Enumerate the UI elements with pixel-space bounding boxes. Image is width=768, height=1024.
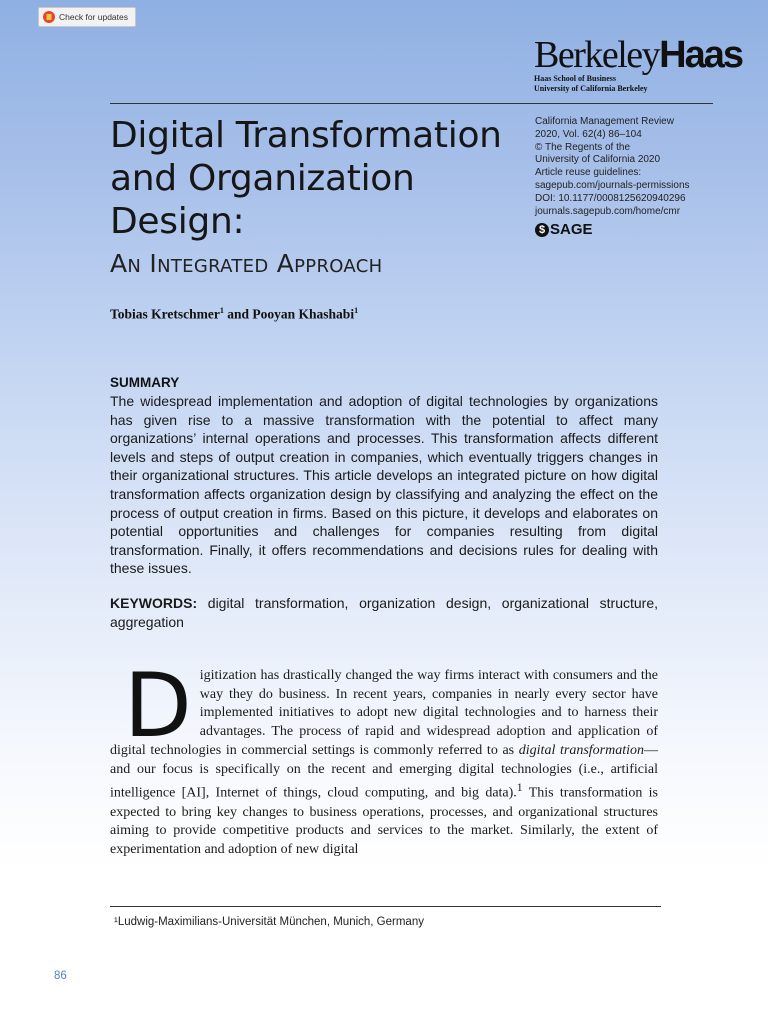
footnote-ref[interactable]: 1 — [516, 781, 523, 795]
author-1: Tobias Kretschmer — [110, 306, 220, 322]
copyright-line-1: © The Regents of the — [535, 141, 631, 153]
journal-citation: 2020, Vol. 62(4) 86–104 — [535, 128, 642, 140]
drop-cap: D — [124, 654, 192, 757]
reuse-link[interactable]: sagepub.com/journals-permissions — [535, 179, 690, 191]
journal-url-link[interactable]: journals.sagepub.com/home/cmr — [535, 205, 681, 217]
check-for-updates-badge[interactable] — [38, 7, 136, 27]
emphasis-term: digital transformation — [518, 742, 644, 758]
logo-wordmark: BerkeleyHaas — [534, 34, 742, 76]
authors-line: Tobias Kretschmer$^1$ and Pooyan Khashabi$^1$ — [110, 306, 359, 322]
copyright-line-2: University of California 2020 — [535, 154, 661, 166]
update-icon — [43, 11, 55, 23]
header-rule — [110, 103, 713, 104]
journal-name: California Management Review — [535, 116, 674, 127]
keywords — [110, 594, 658, 632]
check-for-updates-label: Check for updates — [59, 12, 128, 22]
author-2: Pooyan Khashabi — [252, 306, 355, 322]
sage-icon: $ — [535, 223, 549, 237]
reuse-line-1: Article reuse guidelines: — [535, 167, 642, 179]
berkeley-haas-logo — [534, 36, 742, 94]
summary-heading: SUMMARY — [110, 375, 180, 390]
article-subtitle: An Integrated Approach — [110, 249, 383, 278]
sage-logo — [535, 221, 593, 238]
doi-link[interactable]: DOI: 10.1177/0008125620940296 — [535, 192, 686, 204]
affiliation-footnote: ¹Ludwig-Maximilians-Universität München, Munich, Germany — [114, 916, 424, 928]
journal-metadata — [535, 116, 690, 218]
logo-line-2: University of California Berkeley — [534, 84, 648, 93]
summary-text: The widespread implementation and adoption of digital technologies by organizations has given rise to a massive transformation with the potential to affect many organizations’ internal operations and processes. This transformation affects different levels and steps of output creation in companies, which eventually triggers changes in their organizational structures. This article develops an integrated picture on how digital transformation affects organization design by classifying and analyzing the effect on the process of output creation in firms. Based on this picture, it develops and elaborates on potential opportunities and challenges for companies resulting from digital transformation. Finally, it offers recommendations and decisions rules for dealing with these issues. — [110, 393, 658, 577]
logo-line-1: Haas School of Business — [534, 74, 617, 83]
page-number: 86 — [54, 970, 67, 982]
footnote-rule — [110, 906, 661, 907]
keywords-text: digital transformation, organization design, organizational structure, aggregation — [110, 595, 658, 630]
sage-wordmark: SAGE — [550, 221, 593, 238]
body-paragraph: Digitization has drastically changed the way firms interact with consumers and the way they do business. In recent years, companies in nearly every sector have implemented initiatives to adopt new digital technologies and to harness their advantages. The process of rapid and widespread adoption and application of digital technologies in commercial settings is commonly referred to as digital transformation—and our focus is specifically on the recent and emerging digital technologies (i.e., artificial intelligence [AI], Internet of things, cloud computing, and big data).$^1$ This transformation is expected to bring key changes to business operations, processes, and organizational structures aiming to provide competitive products and services to the market. Similarly, the extent of experimentation and adoption of new digital — [110, 654, 658, 857]
article-title: Digital Transformation and Organization Design: — [110, 115, 502, 242]
keywords-label: KEYWORDS: — [110, 595, 198, 611]
